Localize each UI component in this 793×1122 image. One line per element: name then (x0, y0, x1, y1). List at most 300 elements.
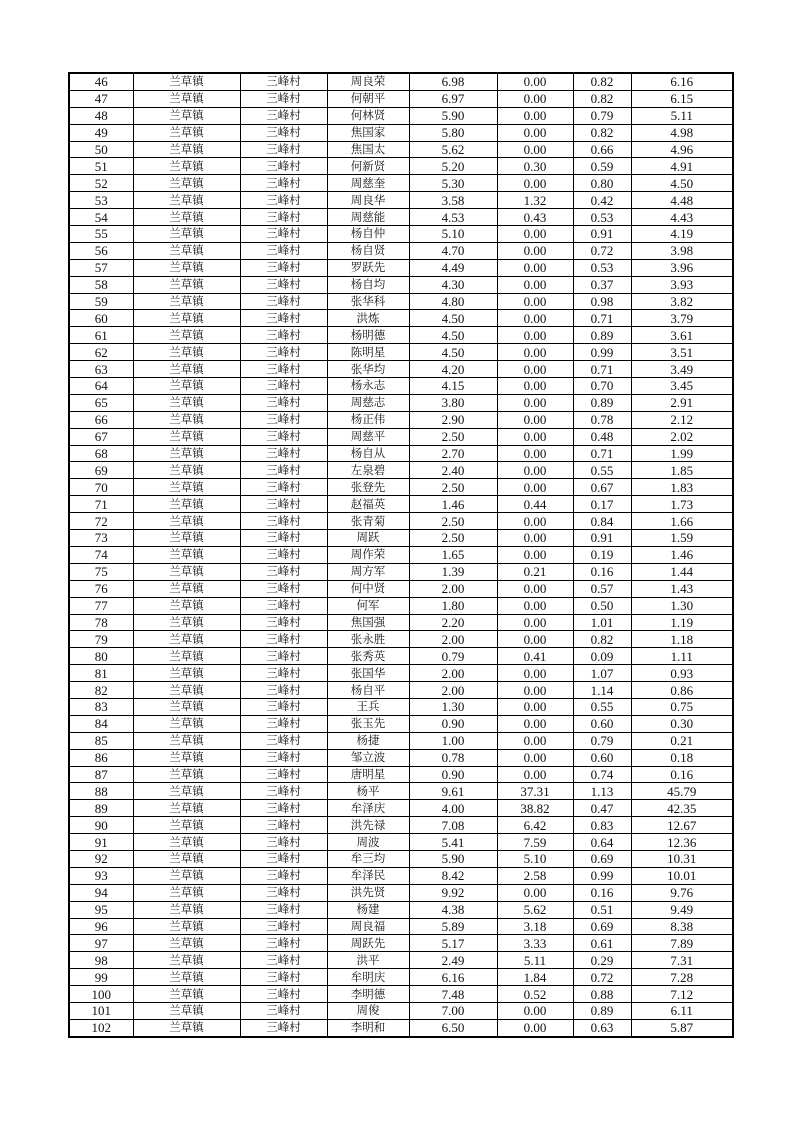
value-2-cell: 0.00 (497, 1019, 573, 1036)
value-3-cell: 0.82 (573, 631, 631, 648)
value-3-cell: 0.17 (573, 496, 631, 513)
value-total-cell: 3.96 (631, 259, 733, 276)
value-2-cell: 0.00 (497, 107, 573, 124)
value-2-cell: 0.00 (497, 715, 573, 732)
township-cell: 兰草镇 (133, 614, 240, 631)
township-cell: 兰草镇 (133, 884, 240, 901)
name-cell: 洪炼 (327, 310, 409, 327)
township-cell: 兰草镇 (133, 986, 240, 1003)
village-cell: 三峰村 (240, 344, 327, 361)
value-3-cell: 0.89 (573, 394, 631, 411)
value-1-cell: 2.49 (409, 952, 497, 969)
row-number-cell: 82 (69, 682, 133, 699)
value-total-cell: 1.83 (631, 479, 733, 496)
value-3-cell: 0.88 (573, 986, 631, 1003)
value-1-cell: 2.50 (409, 428, 497, 445)
village-cell: 三峰村 (240, 800, 327, 817)
value-3-cell: 0.70 (573, 378, 631, 395)
row-number-cell: 46 (69, 73, 133, 90)
value-total-cell: 7.89 (631, 935, 733, 952)
name-cell: 邹立波 (327, 749, 409, 766)
value-total-cell: 1.44 (631, 563, 733, 580)
value-1-cell: 4.53 (409, 209, 497, 226)
value-total-cell: 1.85 (631, 462, 733, 479)
value-3-cell: 0.51 (573, 901, 631, 918)
township-cell: 兰草镇 (133, 175, 240, 192)
value-total-cell: 9.49 (631, 901, 733, 918)
name-cell: 牟三均 (327, 850, 409, 867)
value-1-cell: 2.00 (409, 631, 497, 648)
village-cell: 三峰村 (240, 361, 327, 378)
value-2-cell: 0.00 (497, 394, 573, 411)
township-cell: 兰草镇 (133, 124, 240, 141)
value-1-cell: 4.50 (409, 310, 497, 327)
table-row (69, 884, 733, 901)
value-2-cell: 0.00 (497, 682, 573, 699)
value-total-cell: 12.67 (631, 817, 733, 834)
value-3-cell: 1.13 (573, 783, 631, 800)
table-row (69, 783, 733, 800)
name-cell: 唐明星 (327, 766, 409, 783)
table-row (69, 445, 733, 462)
value-3-cell: 0.84 (573, 513, 631, 530)
row-number-cell: 97 (69, 935, 133, 952)
value-3-cell: 0.82 (573, 73, 631, 90)
table-row (69, 327, 733, 344)
value-total-cell: 12.36 (631, 834, 733, 851)
village-cell: 三峰村 (240, 682, 327, 699)
value-2-cell: 0.00 (497, 631, 573, 648)
village-cell: 三峰村 (240, 986, 327, 1003)
village-cell: 三峰村 (240, 935, 327, 952)
value-3-cell: 0.69 (573, 918, 631, 935)
row-number-cell: 91 (69, 834, 133, 851)
value-1-cell: 1.46 (409, 496, 497, 513)
value-total-cell: 8.38 (631, 918, 733, 935)
township-cell: 兰草镇 (133, 378, 240, 395)
value-1-cell: 2.40 (409, 462, 497, 479)
township-cell: 兰草镇 (133, 479, 240, 496)
name-cell: 张青菊 (327, 513, 409, 530)
table-row (69, 378, 733, 395)
village-cell: 三峰村 (240, 732, 327, 749)
value-total-cell: 10.31 (631, 850, 733, 867)
name-cell: 张华均 (327, 361, 409, 378)
value-2-cell: 0.00 (497, 546, 573, 563)
value-total-cell: 2.91 (631, 394, 733, 411)
table-row (69, 800, 733, 817)
value-2-cell: 0.00 (497, 614, 573, 631)
value-2-cell: 0.41 (497, 648, 573, 665)
township-cell: 兰草镇 (133, 1019, 240, 1036)
table-row (69, 597, 733, 614)
table-row (69, 935, 733, 952)
value-3-cell: 0.61 (573, 935, 631, 952)
village-cell: 三峰村 (240, 698, 327, 715)
village-cell: 三峰村 (240, 817, 327, 834)
name-cell: 杨自贤 (327, 242, 409, 259)
value-2-cell: 0.30 (497, 158, 573, 175)
value-2-cell: 2.58 (497, 867, 573, 884)
name-cell: 杨捷 (327, 732, 409, 749)
township-cell: 兰草镇 (133, 834, 240, 851)
value-1-cell: 7.00 (409, 1002, 497, 1019)
name-cell: 周作荣 (327, 546, 409, 563)
value-2-cell: 0.43 (497, 209, 573, 226)
row-number-cell: 71 (69, 496, 133, 513)
value-total-cell: 4.96 (631, 141, 733, 158)
township-cell: 兰草镇 (133, 513, 240, 530)
value-3-cell: 1.01 (573, 614, 631, 631)
row-number-cell: 83 (69, 698, 133, 715)
table-row (69, 969, 733, 986)
row-number-cell: 62 (69, 344, 133, 361)
village-cell: 三峰村 (240, 428, 327, 445)
table-row (69, 817, 733, 834)
village-cell: 三峰村 (240, 1019, 327, 1036)
table-row (69, 411, 733, 428)
village-cell: 三峰村 (240, 462, 327, 479)
value-3-cell: 0.82 (573, 90, 631, 107)
name-cell: 张秀英 (327, 648, 409, 665)
value-total-cell: 0.21 (631, 732, 733, 749)
row-number-cell: 100 (69, 986, 133, 1003)
row-number-cell: 57 (69, 259, 133, 276)
row-number-cell: 53 (69, 192, 133, 209)
value-1-cell: 0.90 (409, 766, 497, 783)
table-row (69, 209, 733, 226)
value-2-cell: 5.10 (497, 850, 573, 867)
village-cell: 三峰村 (240, 226, 327, 243)
value-3-cell: 1.14 (573, 682, 631, 699)
table-row (69, 901, 733, 918)
table-row (69, 563, 733, 580)
row-number-cell: 54 (69, 209, 133, 226)
value-total-cell: 6.11 (631, 1002, 733, 1019)
value-total-cell: 3.93 (631, 276, 733, 293)
value-3-cell: 0.89 (573, 1002, 631, 1019)
value-total-cell: 6.16 (631, 73, 733, 90)
name-cell: 洪先贤 (327, 884, 409, 901)
value-3-cell: 0.37 (573, 276, 631, 293)
value-total-cell: 4.98 (631, 124, 733, 141)
value-2-cell: 0.00 (497, 73, 573, 90)
value-1-cell: 6.97 (409, 90, 497, 107)
row-number-cell: 74 (69, 546, 133, 563)
village-cell: 三峰村 (240, 394, 327, 411)
row-number-cell: 94 (69, 884, 133, 901)
township-cell: 兰草镇 (133, 682, 240, 699)
name-cell: 周良福 (327, 918, 409, 935)
village-cell: 三峰村 (240, 1002, 327, 1019)
table-row (69, 394, 733, 411)
value-total-cell: 5.11 (631, 107, 733, 124)
value-3-cell: 0.67 (573, 479, 631, 496)
township-cell: 兰草镇 (133, 90, 240, 107)
row-number-cell: 92 (69, 850, 133, 867)
value-total-cell: 9.76 (631, 884, 733, 901)
name-cell: 杨平 (327, 783, 409, 800)
value-2-cell: 0.00 (497, 276, 573, 293)
village-cell: 三峰村 (240, 918, 327, 935)
value-2-cell: 0.00 (497, 141, 573, 158)
value-2-cell: 0.00 (497, 513, 573, 530)
value-2-cell: 3.18 (497, 918, 573, 935)
table-row (69, 293, 733, 310)
table-body (69, 73, 733, 1037)
name-cell: 张登先 (327, 479, 409, 496)
township-cell: 兰草镇 (133, 935, 240, 952)
village-cell: 三峰村 (240, 580, 327, 597)
value-total-cell: 7.28 (631, 969, 733, 986)
row-number-cell: 98 (69, 952, 133, 969)
village-cell: 三峰村 (240, 901, 327, 918)
village-cell: 三峰村 (240, 124, 327, 141)
village-cell: 三峰村 (240, 749, 327, 766)
table-row (69, 732, 733, 749)
row-number-cell: 70 (69, 479, 133, 496)
value-total-cell: 3.61 (631, 327, 733, 344)
name-cell: 牟明庆 (327, 969, 409, 986)
row-number-cell: 96 (69, 918, 133, 935)
value-1-cell: 5.90 (409, 107, 497, 124)
value-total-cell: 42.35 (631, 800, 733, 817)
value-3-cell: 0.55 (573, 698, 631, 715)
township-cell: 兰草镇 (133, 209, 240, 226)
value-2-cell: 0.00 (497, 293, 573, 310)
value-1-cell: 5.10 (409, 226, 497, 243)
village-cell: 三峰村 (240, 73, 327, 90)
row-number-cell: 59 (69, 293, 133, 310)
name-cell: 焦国太 (327, 141, 409, 158)
township-cell: 兰草镇 (133, 850, 240, 867)
village-cell: 三峰村 (240, 513, 327, 530)
township-cell: 兰草镇 (133, 546, 240, 563)
township-cell: 兰草镇 (133, 901, 240, 918)
value-3-cell: 0.80 (573, 175, 631, 192)
name-cell: 张玉先 (327, 715, 409, 732)
value-3-cell: 0.98 (573, 293, 631, 310)
village-cell: 三峰村 (240, 867, 327, 884)
value-2-cell: 3.33 (497, 935, 573, 952)
village-cell: 三峰村 (240, 631, 327, 648)
township-cell: 兰草镇 (133, 918, 240, 935)
row-number-cell: 86 (69, 749, 133, 766)
row-number-cell: 73 (69, 530, 133, 547)
name-cell: 何新贤 (327, 158, 409, 175)
table-row (69, 428, 733, 445)
village-cell: 三峰村 (240, 158, 327, 175)
township-cell: 兰草镇 (133, 665, 240, 682)
value-total-cell: 3.49 (631, 361, 733, 378)
value-total-cell: 3.82 (631, 293, 733, 310)
row-number-cell: 95 (69, 901, 133, 918)
value-1-cell: 8.42 (409, 867, 497, 884)
value-1-cell: 5.30 (409, 175, 497, 192)
value-total-cell: 1.19 (631, 614, 733, 631)
name-cell: 周良荣 (327, 73, 409, 90)
value-total-cell: 0.75 (631, 698, 733, 715)
name-cell: 杨建 (327, 901, 409, 918)
township-cell: 兰草镇 (133, 226, 240, 243)
name-cell: 牟泽民 (327, 867, 409, 884)
value-total-cell: 4.50 (631, 175, 733, 192)
value-1-cell: 4.30 (409, 276, 497, 293)
value-1-cell: 3.80 (409, 394, 497, 411)
value-3-cell: 0.91 (573, 226, 631, 243)
value-total-cell: 1.43 (631, 580, 733, 597)
table-row (69, 90, 733, 107)
value-1-cell: 0.78 (409, 749, 497, 766)
row-number-cell: 58 (69, 276, 133, 293)
value-total-cell: 4.48 (631, 192, 733, 209)
name-cell: 洪平 (327, 952, 409, 969)
value-1-cell: 2.00 (409, 682, 497, 699)
value-2-cell: 0.00 (497, 597, 573, 614)
township-cell: 兰草镇 (133, 530, 240, 547)
village-cell: 三峰村 (240, 884, 327, 901)
value-1-cell: 5.41 (409, 834, 497, 851)
township-cell: 兰草镇 (133, 361, 240, 378)
value-3-cell: 0.99 (573, 344, 631, 361)
value-3-cell: 0.72 (573, 969, 631, 986)
value-1-cell: 5.20 (409, 158, 497, 175)
value-total-cell: 2.02 (631, 428, 733, 445)
value-2-cell: 5.11 (497, 952, 573, 969)
township-cell: 兰草镇 (133, 580, 240, 597)
village-cell: 三峰村 (240, 952, 327, 969)
name-cell: 左泉碧 (327, 462, 409, 479)
value-1-cell: 2.70 (409, 445, 497, 462)
value-2-cell: 0.00 (497, 580, 573, 597)
table-row (69, 530, 733, 547)
value-2-cell: 0.00 (497, 310, 573, 327)
township-cell: 兰草镇 (133, 732, 240, 749)
table-row (69, 766, 733, 783)
row-number-cell: 68 (69, 445, 133, 462)
value-2-cell: 0.00 (497, 766, 573, 783)
value-1-cell: 4.00 (409, 800, 497, 817)
village-cell: 三峰村 (240, 766, 327, 783)
value-3-cell: 0.50 (573, 597, 631, 614)
value-1-cell: 4.38 (409, 901, 497, 918)
value-1-cell: 2.50 (409, 479, 497, 496)
name-cell: 何中贤 (327, 580, 409, 597)
value-3-cell: 0.09 (573, 648, 631, 665)
name-cell: 周慈志 (327, 394, 409, 411)
name-cell: 罗跃先 (327, 259, 409, 276)
row-number-cell: 84 (69, 715, 133, 732)
village-cell: 三峰村 (240, 597, 327, 614)
value-2-cell: 1.84 (497, 969, 573, 986)
value-total-cell: 4.19 (631, 226, 733, 243)
value-total-cell: 4.91 (631, 158, 733, 175)
township-cell: 兰草镇 (133, 141, 240, 158)
value-1-cell: 4.20 (409, 361, 497, 378)
value-2-cell: 0.00 (497, 344, 573, 361)
value-3-cell: 0.63 (573, 1019, 631, 1036)
table-row (69, 580, 733, 597)
township-cell: 兰草镇 (133, 800, 240, 817)
row-number-cell: 56 (69, 242, 133, 259)
table-row (69, 1002, 733, 1019)
village-cell: 三峰村 (240, 783, 327, 800)
name-cell: 杨自从 (327, 445, 409, 462)
value-1-cell: 3.58 (409, 192, 497, 209)
row-number-cell: 55 (69, 226, 133, 243)
township-cell: 兰草镇 (133, 817, 240, 834)
value-total-cell: 3.98 (631, 242, 733, 259)
village-cell: 三峰村 (240, 546, 327, 563)
township-cell: 兰草镇 (133, 952, 240, 969)
table-row (69, 242, 733, 259)
township-cell: 兰草镇 (133, 445, 240, 462)
row-number-cell: 64 (69, 378, 133, 395)
value-total-cell: 1.59 (631, 530, 733, 547)
table-row (69, 715, 733, 732)
value-1-cell: 5.80 (409, 124, 497, 141)
value-total-cell: 1.73 (631, 496, 733, 513)
table-row (69, 614, 733, 631)
name-cell: 何军 (327, 597, 409, 614)
value-3-cell: 0.59 (573, 158, 631, 175)
value-2-cell: 0.00 (497, 479, 573, 496)
value-3-cell: 0.79 (573, 732, 631, 749)
village-cell: 三峰村 (240, 192, 327, 209)
value-1-cell: 0.79 (409, 648, 497, 665)
value-2-cell: 0.00 (497, 665, 573, 682)
value-3-cell: 0.48 (573, 428, 631, 445)
township-cell: 兰草镇 (133, 496, 240, 513)
value-3-cell: 0.55 (573, 462, 631, 479)
village-cell: 三峰村 (240, 479, 327, 496)
value-total-cell: 1.11 (631, 648, 733, 665)
value-1-cell: 7.08 (409, 817, 497, 834)
village-cell: 三峰村 (240, 141, 327, 158)
village-cell: 三峰村 (240, 310, 327, 327)
value-2-cell: 0.00 (497, 175, 573, 192)
name-cell: 杨自仲 (327, 226, 409, 243)
name-cell: 周跃 (327, 530, 409, 547)
value-1-cell: 2.50 (409, 530, 497, 547)
value-3-cell: 0.82 (573, 124, 631, 141)
value-2-cell: 0.00 (497, 462, 573, 479)
value-1-cell: 2.50 (409, 513, 497, 530)
township-cell: 兰草镇 (133, 631, 240, 648)
value-3-cell: 0.60 (573, 715, 631, 732)
village-cell: 三峰村 (240, 107, 327, 124)
value-2-cell: 0.00 (497, 411, 573, 428)
value-1-cell: 5.17 (409, 935, 497, 952)
village-cell: 三峰村 (240, 242, 327, 259)
value-total-cell: 3.45 (631, 378, 733, 395)
township-cell: 兰草镇 (133, 698, 240, 715)
township-cell: 兰草镇 (133, 783, 240, 800)
value-3-cell: 0.83 (573, 817, 631, 834)
row-number-cell: 66 (69, 411, 133, 428)
value-1-cell: 4.50 (409, 327, 497, 344)
row-number-cell: 67 (69, 428, 133, 445)
village-cell: 三峰村 (240, 715, 327, 732)
name-cell: 杨自平 (327, 682, 409, 699)
name-cell: 周方军 (327, 563, 409, 580)
value-total-cell: 0.18 (631, 749, 733, 766)
value-1-cell: 5.90 (409, 850, 497, 867)
row-number-cell: 76 (69, 580, 133, 597)
value-1-cell: 2.00 (409, 665, 497, 682)
value-1-cell: 6.50 (409, 1019, 497, 1036)
name-cell: 周慈能 (327, 209, 409, 226)
